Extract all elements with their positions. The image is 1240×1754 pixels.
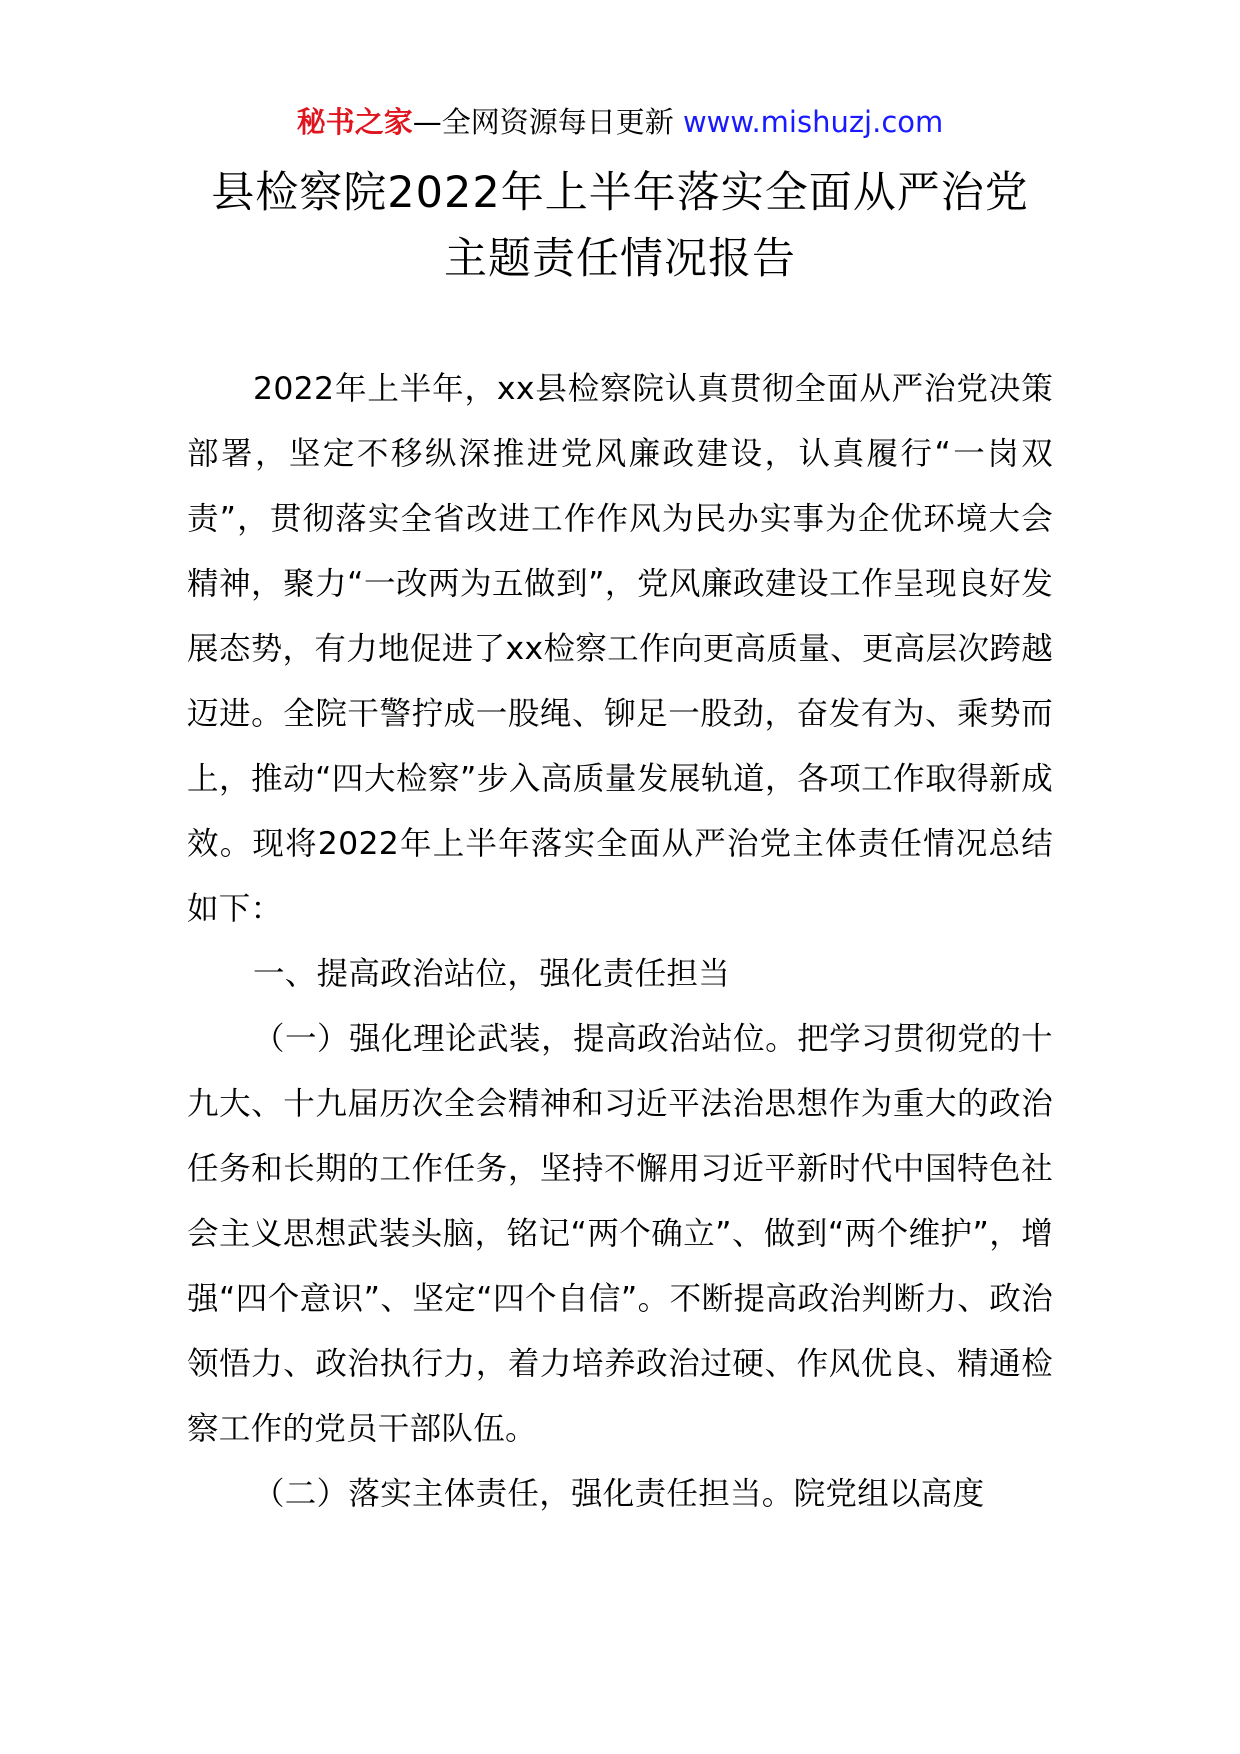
- document-title: [0, 160, 1240, 292]
- section-heading-1: 一、提高政治站位，强化责任担当: [253, 956, 731, 992]
- paragraph-subsection-1: （一）强化理论武装，提高政治站位。把学习贯彻党的十九大、十九届历次全会精神和习近平法治思想作为重大的政治任务和长期的工作任务，坚持不懈用习近平新时代中国特色社会主义思想武装头脑，铭记“两个确立”、做到“两个维护”，增强“四个意识”、坚定“四个自信”。不断提高政治判断力、政治领悟力、政治执行力，着力培养政治过硬、作风优良、精通检察工作的党员干部队伍。: [187, 1021, 1053, 1447]
- watermark-header: [0, 102, 1240, 142]
- title-line-1: 县检察院2022年上半年落实全面从严治党: [211, 168, 1029, 218]
- paragraph-intro: 2022年上半年，xx县检察院认真贯彻全面从严治党决策部署，坚定不移纵深推进党风廉政建设，认真履行“一岗双责”，贯彻落实全省改进工作作风为民办实事为企优环境大会精神，聚力“一改两为五做到”，党风廉政建设工作呈现良好发展态势，有力地促进了xx检察工作向更高质量、更高层次跨越迈进。全院干警拧成一股绳、铆足一股劲，奋发有为、乘势而上，推动“四大检察”步入高质量发展轨道，各项工作取得新成效。现将2022年上半年落实全面从严治党主体责任情况总结如下：: [187, 371, 1053, 927]
- title-line-2: 主题责任情况报告: [444, 234, 796, 284]
- paragraph-subsection-2: （二）落实主体责任，强化责任担当。院党组以高度: [253, 1476, 985, 1512]
- document-body: [187, 357, 1053, 1527]
- header-brand: 秘书之家: [296, 105, 413, 139]
- header-dash: —: [412, 105, 442, 139]
- header-url-link[interactable]: www.mishuzj.com: [682, 105, 944, 139]
- header-slogan: 全网资源每日更新: [441, 105, 674, 139]
